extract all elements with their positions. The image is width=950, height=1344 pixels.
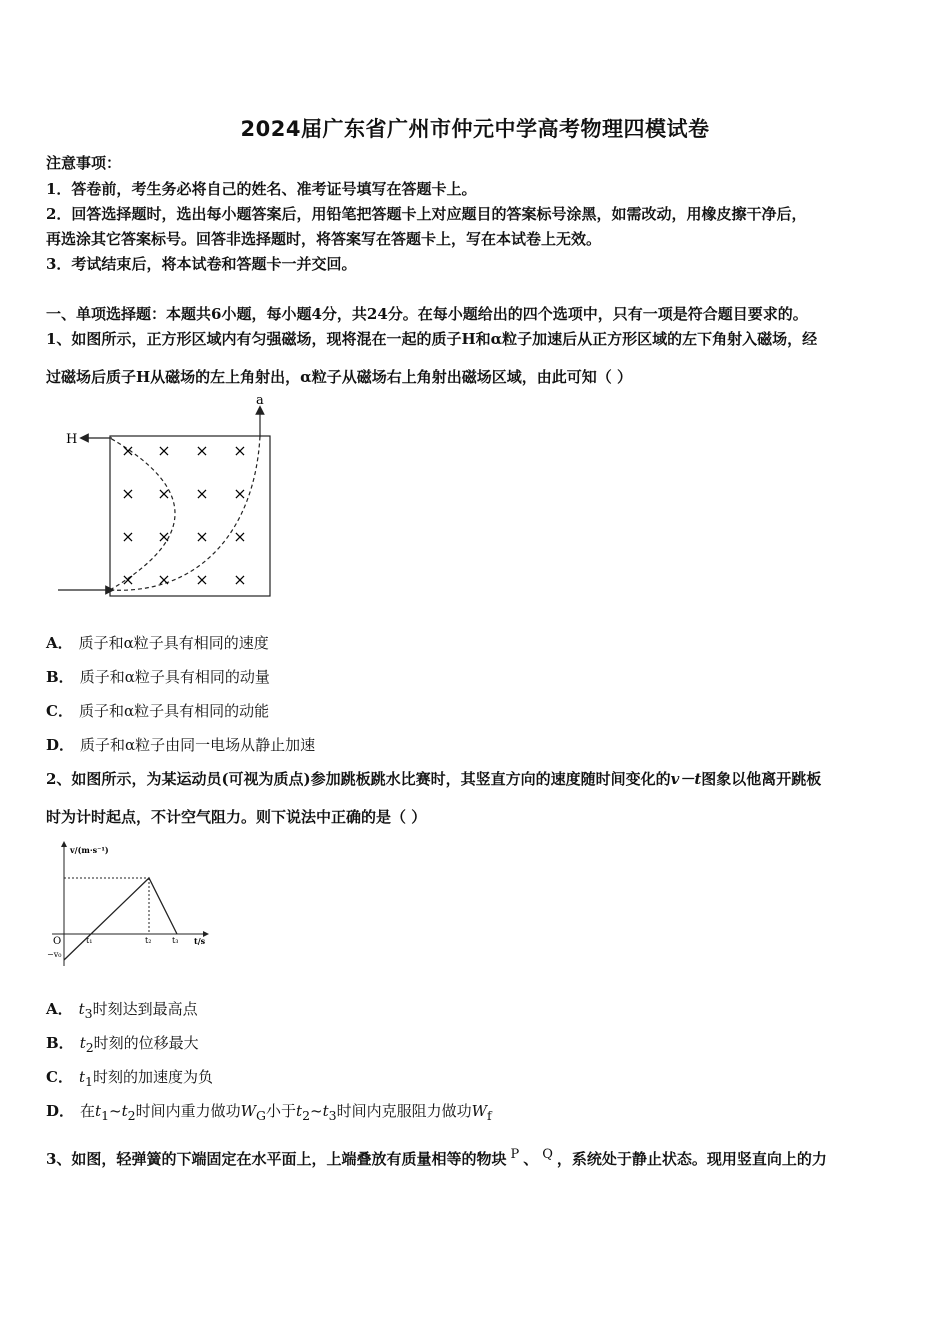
field-cross: × [233,484,247,503]
q2-stem-line2: 时为计时起点，不计空气阻力。则下说法中正确的是（ ） [46,808,427,826]
q2-option-c: C． $t_1$时刻的加速度为负 [46,1068,213,1089]
q1-option-c: C． 质子和α粒子具有相同的动能 [46,702,270,720]
notice-heading: 注意事项： [46,154,122,172]
notice-item-3: 3．考试结束后，将本试卷和答题卡一并交回。 [46,255,357,273]
field-cross: × [195,484,209,503]
q1-option-d: D． 质子和α粒子由同一电场从静止加速 [46,736,316,754]
block-p: P [510,1147,520,1162]
q3-stem-line1: 3、如图，轻弹簧的下端固定在水平面上，上端叠放有质量相等的物块 $^P$ 、 $^Q$ ，系统处于静止状态。现用竖直向上的力 [46,1147,827,1168]
field-crosses [121,441,246,589]
field-cross: × [195,441,209,460]
field-cross: × [157,484,171,503]
t3-label: t₃ [172,936,179,945]
field-cross: × [121,441,135,460]
field-cross: × [195,570,209,589]
q2-option-a: A． $t_3$时刻达到最高点 [46,1000,198,1021]
label-a: a [256,393,264,408]
q1-magnetic-field-figure [50,390,290,605]
field-cross: × [157,441,171,460]
notice-item-2-cont: 再选涂其它答案标号。回答非选择题时，将答案写在答题卡上，写在本试卷上无效。 [46,230,602,248]
q2-option-d: D． 在$t_1\sim t_2$时间内重力做功$W_G$小于$t_2\sim t_3$时间内克服阻力做功$W_f$ [46,1102,492,1123]
origin-label: O [53,936,62,947]
proton-trajectory [110,438,175,590]
label-h: H [66,432,78,447]
neg-v0-label: −v₀ [47,950,62,959]
notice-item-1: 1．答卷前，考生务必将自己的姓名、准考证号填写在答题卡上。 [46,180,477,198]
field-cross: × [195,527,209,546]
section-heading: 一、单项选择题：本题共6小题，每小题4分，共24分。在每小题给出的四个选项中，只有一项是符合题目要求的。 [46,305,808,323]
t1-label: t₁ [86,936,93,945]
page-title: 2024届广东省广州市仲元中学高考物理四模试卷 [240,117,710,141]
field-cross: × [157,570,171,589]
field-cross: × [233,441,247,460]
field-cross: × [121,570,135,589]
field-cross: × [121,527,135,546]
q1-option-a: A． 质子和α粒子具有相同的速度 [46,634,269,652]
notice-item-2: 2．回答选择题时，选出每小题答案后，用铅笔把答题卡上对应题目的答案标号涂黑，如需改动，用橡皮擦干净后， [46,205,807,223]
t2-label: t₂ [145,936,152,945]
q1-stem-line1: 1、如图所示，正方形区域内有匀强磁场，现将混在一起的质子H和α粒子加速后从正方形区域的左下角射入磁场，经 [46,330,818,348]
field-cross: × [233,527,247,546]
field-cross: × [233,570,247,589]
velocity-line [64,878,177,960]
y-axis-label: v/(m·s⁻¹) [70,845,109,855]
q2-option-b: B． $t_2$时刻的位移最大 [46,1034,199,1055]
q2-stem-line1: 2、如图所示，为某运动员(可视为质点)参加跳板跳水比赛时，其竖直方向的速度随时间变化的v－t图象以他离开跳板 [46,770,822,788]
q1-option-b: B． 质子和α粒子具有相同的动量 [46,668,270,686]
block-q: Q [542,1147,553,1162]
x-axis-label: t/s [194,936,206,946]
field-cross: × [121,484,135,503]
field-cross: × [157,527,171,546]
q2-vt-graph [44,838,224,973]
q1-stem-line2: 过磁场后质子H从磁场的左上角射出，α粒子从磁场右上角射出磁场区域，由此可知（ ） [46,368,632,386]
